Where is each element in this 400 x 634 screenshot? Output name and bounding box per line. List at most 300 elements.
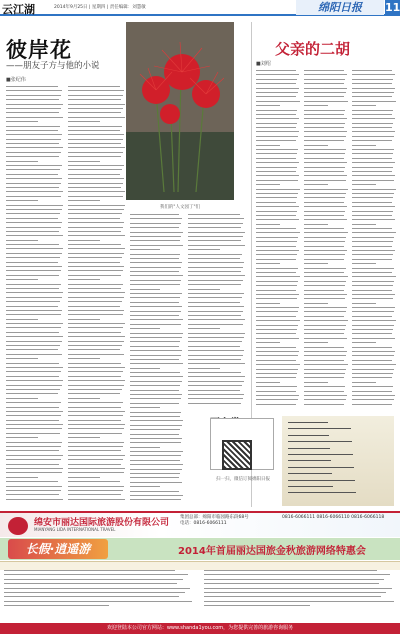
text-line — [304, 285, 345, 286]
text-line — [68, 147, 125, 148]
poem-line — [288, 467, 354, 468]
text-line — [188, 232, 245, 233]
text-line — [6, 244, 59, 245]
text-line — [256, 351, 299, 352]
text-line — [256, 114, 296, 115]
text-line — [130, 363, 183, 364]
footer-bar[interactable]: 欢迎登陆本公司官方网站：www.shanda1you.com，为您提供完善的旅游咨询服务 — [0, 623, 400, 634]
text-line — [352, 118, 395, 119]
text-line — [188, 363, 245, 364]
text-line — [352, 228, 392, 229]
text-line — [6, 349, 58, 350]
text-line — [188, 337, 244, 338]
text-line — [352, 386, 393, 387]
text-line — [256, 184, 280, 185]
text-line — [352, 88, 395, 89]
text-line — [130, 284, 180, 285]
text-line — [68, 213, 122, 214]
text-line — [4, 570, 175, 571]
text-line — [352, 311, 394, 312]
text-line — [304, 404, 344, 405]
text-line — [188, 214, 240, 215]
text-line — [68, 139, 123, 140]
text-line — [352, 180, 394, 181]
text-line — [352, 202, 392, 203]
text-line — [352, 281, 394, 282]
text-line — [204, 583, 379, 584]
text-line — [68, 244, 121, 245]
text-line — [68, 477, 100, 478]
text-line — [6, 126, 60, 127]
text-line — [6, 459, 61, 460]
text-line — [352, 290, 392, 291]
text-line — [130, 447, 160, 448]
text-line — [6, 147, 63, 148]
text-line — [352, 79, 393, 80]
text-line — [130, 311, 181, 312]
text-line — [130, 442, 181, 443]
text-line — [6, 191, 63, 192]
text-line — [352, 131, 395, 132]
text-line — [68, 152, 123, 153]
text-line — [188, 271, 241, 272]
text-line — [188, 236, 243, 237]
text-line — [304, 215, 344, 216]
text-line — [68, 275, 121, 276]
text-line — [68, 196, 123, 197]
promo-headline: 2014年首届丽达国旅金秋旅游网络特惠会 — [178, 546, 366, 557]
text-line — [256, 404, 296, 405]
text-line — [256, 219, 299, 220]
text-line — [352, 355, 394, 356]
text-line — [352, 171, 392, 172]
text-line — [304, 162, 347, 163]
text-line — [6, 218, 58, 219]
text-line — [6, 262, 58, 263]
text-line — [256, 162, 299, 163]
text-line — [256, 131, 299, 132]
text-line — [304, 224, 328, 225]
text-line — [68, 420, 121, 421]
text-line — [304, 311, 346, 312]
text-line — [188, 398, 243, 399]
text-line — [6, 174, 58, 175]
text-line — [304, 254, 345, 255]
qr-code-icon[interactable] — [222, 440, 252, 470]
text-line — [304, 303, 328, 304]
text-line — [130, 319, 183, 320]
text-line — [68, 134, 124, 135]
text-line — [304, 202, 344, 203]
text-line — [188, 218, 244, 219]
text-line — [304, 373, 345, 374]
text-line — [256, 74, 299, 75]
text-line — [256, 254, 297, 255]
text-line — [6, 332, 59, 333]
text-line — [6, 86, 58, 87]
text-line — [352, 149, 394, 150]
text-line — [130, 227, 179, 228]
text-line — [68, 169, 122, 170]
text-line — [130, 477, 179, 478]
text-line — [6, 183, 61, 184]
text-line — [68, 354, 124, 355]
text-line — [68, 345, 122, 346]
text-line — [352, 153, 393, 154]
text-line — [304, 105, 328, 106]
text-line — [130, 385, 180, 386]
text-line — [68, 446, 123, 447]
text-line — [4, 588, 190, 589]
text-line — [256, 171, 296, 172]
text-line — [68, 437, 100, 438]
text-line — [256, 298, 297, 299]
text-line — [188, 346, 240, 347]
text-line — [6, 266, 62, 267]
text-line — [6, 336, 63, 337]
text-line — [256, 123, 297, 124]
text-line — [130, 258, 179, 259]
text-line — [256, 355, 298, 356]
text-line — [352, 140, 392, 141]
article-body-column-2 — [68, 86, 126, 506]
text-line — [188, 328, 220, 329]
text-line — [352, 110, 393, 111]
text-line — [352, 373, 393, 374]
text-line — [130, 249, 160, 250]
text-line — [256, 83, 296, 84]
text-line — [6, 90, 62, 91]
text-line — [68, 371, 123, 372]
text-line — [130, 460, 180, 461]
text-line — [352, 162, 395, 163]
text-line — [6, 222, 62, 223]
text-line — [130, 240, 180, 241]
poem-line — [288, 492, 356, 493]
company-logo-icon — [8, 517, 28, 535]
poem-line — [288, 473, 332, 474]
text-line — [68, 253, 124, 254]
text-line — [188, 341, 242, 342]
text-line — [6, 407, 59, 408]
text-line — [68, 178, 124, 179]
text-line — [256, 364, 300, 365]
text-line — [6, 363, 59, 364]
text-line — [304, 184, 328, 185]
text-line — [256, 294, 299, 295]
text-line — [352, 263, 376, 264]
text-line — [6, 371, 61, 372]
text-line — [352, 395, 395, 396]
article-author: ■张纪伟 — [6, 77, 26, 83]
text-line — [256, 92, 298, 93]
text-line — [6, 143, 59, 144]
text-line — [352, 114, 392, 115]
poem-line — [288, 480, 355, 481]
text-line — [352, 215, 392, 216]
text-line — [6, 385, 62, 386]
text-line — [130, 482, 182, 483]
text-line — [256, 88, 299, 89]
text-line — [68, 99, 121, 100]
text-line — [352, 320, 396, 321]
text-line — [304, 70, 344, 71]
text-line — [352, 404, 392, 405]
poem-line — [288, 441, 352, 442]
text-line — [256, 140, 296, 141]
text-line — [130, 293, 182, 294]
issue-meta: 2014年9月25日 | 星期四 | 责任编辑：刘慧敏 — [54, 5, 146, 10]
text-line — [130, 350, 182, 351]
text-line — [304, 180, 346, 181]
text-line — [6, 235, 63, 236]
text-line — [256, 281, 298, 282]
text-line — [256, 399, 298, 400]
text-line — [130, 425, 182, 426]
text-line — [68, 130, 120, 131]
text-line — [188, 359, 241, 360]
text-line — [256, 101, 300, 102]
text-line — [352, 250, 395, 251]
text-line — [188, 289, 220, 290]
text-line — [68, 424, 125, 425]
text-line — [304, 241, 345, 242]
text-line — [256, 360, 296, 361]
text-line — [130, 394, 182, 395]
text-line — [256, 118, 299, 119]
text-line — [304, 281, 346, 282]
text-line — [352, 298, 393, 299]
photo-caption: 我们的"人文园丁"们 — [159, 205, 201, 210]
text-line — [304, 268, 346, 269]
poem-line — [288, 422, 328, 423]
text-line — [256, 333, 296, 334]
text-line — [68, 257, 122, 258]
text-line — [352, 364, 396, 365]
text-line — [6, 99, 59, 100]
text-line — [6, 323, 63, 324]
text-line — [6, 499, 63, 500]
text-line — [6, 358, 38, 359]
text-line — [6, 468, 63, 469]
text-line — [6, 284, 61, 285]
text-line — [304, 377, 344, 378]
text-line — [304, 386, 345, 387]
text-line — [68, 86, 120, 87]
tour-table-right — [204, 570, 396, 622]
text-line — [188, 293, 244, 294]
newspaper-brand: 绵阳日报 — [296, 0, 384, 15]
text-line — [6, 341, 62, 342]
text-line — [256, 391, 296, 392]
text-line — [130, 429, 180, 430]
text-line — [352, 145, 376, 146]
text-line — [68, 385, 124, 386]
text-line — [68, 341, 124, 342]
text-line — [68, 402, 123, 403]
text-line — [256, 153, 297, 154]
text-line — [304, 290, 344, 291]
text-line — [304, 193, 346, 194]
text-line — [352, 211, 393, 212]
text-line — [352, 272, 392, 273]
text-line — [304, 140, 344, 141]
text-line — [68, 174, 120, 175]
text-line — [6, 165, 62, 166]
text-line — [352, 167, 393, 168]
text-line — [304, 347, 344, 348]
text-line — [68, 301, 122, 302]
text-line — [6, 253, 62, 254]
text-line — [304, 118, 347, 119]
text-line — [68, 433, 122, 434]
text-line — [68, 126, 122, 127]
text-line — [6, 270, 61, 271]
text-line — [352, 175, 395, 176]
text-line — [352, 259, 392, 260]
text-line — [188, 350, 244, 351]
text-line — [6, 205, 63, 206]
text-line — [68, 297, 124, 298]
text-line — [130, 275, 183, 276]
text-line — [6, 117, 63, 118]
text-line — [6, 231, 59, 232]
text-line — [68, 240, 100, 241]
tour-table-left — [4, 570, 194, 622]
text-line — [304, 364, 348, 365]
text-line — [304, 88, 347, 89]
text-line — [304, 92, 346, 93]
text-line — [68, 428, 124, 429]
text-line — [304, 114, 344, 115]
text-line — [304, 197, 345, 198]
text-line — [4, 601, 192, 602]
text-line — [68, 336, 125, 337]
text-line — [6, 121, 38, 122]
text-line — [188, 227, 241, 228]
text-line — [68, 183, 123, 184]
text-line — [352, 189, 396, 190]
text-line — [256, 193, 298, 194]
text-line — [68, 481, 120, 482]
page-number: 11 — [385, 1, 400, 14]
text-line — [130, 254, 180, 255]
text-line — [6, 319, 38, 320]
text-line — [304, 338, 347, 339]
text-line — [204, 601, 394, 602]
text-line — [304, 237, 346, 238]
text-line — [68, 222, 124, 223]
text-line — [130, 245, 183, 246]
text-line — [256, 320, 300, 321]
article2-title: 父亲的二胡 — [275, 40, 351, 58]
text-line — [68, 112, 121, 113]
text-line — [6, 306, 58, 307]
text-line — [256, 373, 297, 374]
text-line — [352, 382, 376, 383]
text-line — [6, 169, 60, 170]
text-line — [256, 110, 297, 111]
poem-line — [288, 454, 353, 455]
text-line — [304, 123, 345, 124]
text-line — [304, 171, 344, 172]
text-line — [352, 316, 392, 317]
text-line — [352, 83, 392, 84]
text-line — [352, 360, 392, 361]
text-line — [130, 455, 181, 456]
text-line — [68, 218, 120, 219]
text-line — [304, 316, 344, 317]
text-line — [352, 92, 394, 93]
text-line — [256, 149, 298, 150]
text-line — [304, 307, 347, 308]
text-line — [130, 438, 182, 439]
text-line — [304, 342, 328, 343]
text-line — [352, 184, 376, 185]
text-line — [304, 136, 346, 137]
red-spider-lily-photo — [126, 22, 234, 200]
text-line — [188, 302, 240, 303]
text-line — [256, 276, 300, 277]
text-line — [256, 342, 280, 343]
text-line — [130, 223, 181, 224]
company-english-name: MIANYANG LIDA INTERNATIONAL TRAVEL — [34, 527, 116, 532]
text-line — [6, 402, 61, 403]
text-line — [130, 232, 183, 233]
poem-line — [288, 435, 329, 436]
text-line — [6, 130, 58, 131]
text-line — [68, 284, 123, 285]
text-line — [68, 161, 100, 162]
text-line — [256, 382, 280, 383]
text-line — [6, 134, 62, 135]
text-line — [68, 455, 125, 456]
text-line — [352, 303, 376, 304]
text-line — [68, 235, 125, 236]
text-line — [6, 279, 38, 280]
text-line — [6, 424, 63, 425]
text-line — [6, 104, 63, 105]
text-line — [6, 297, 62, 298]
text-line — [6, 200, 38, 201]
text-line — [130, 372, 180, 373]
text-line — [304, 298, 345, 299]
text-line — [352, 74, 395, 75]
text-line — [68, 442, 124, 443]
article2-body-column-3 — [352, 70, 396, 410]
text-line — [204, 574, 390, 575]
text-line — [352, 338, 395, 339]
text-line — [130, 355, 181, 356]
text-line — [68, 358, 100, 359]
text-line — [6, 95, 61, 96]
text-line — [130, 271, 179, 272]
text-line — [304, 96, 344, 97]
text-line — [352, 224, 376, 225]
text-line — [204, 605, 310, 606]
text-line — [352, 246, 392, 247]
text-line — [188, 249, 220, 250]
text-line — [130, 376, 183, 377]
article-body-column-4 — [188, 214, 246, 410]
text-line — [304, 158, 344, 159]
text-line — [188, 306, 244, 307]
text-line — [304, 211, 345, 212]
text-line — [352, 232, 396, 233]
text-line — [188, 284, 241, 285]
text-line — [256, 232, 300, 233]
text-line — [304, 325, 346, 326]
